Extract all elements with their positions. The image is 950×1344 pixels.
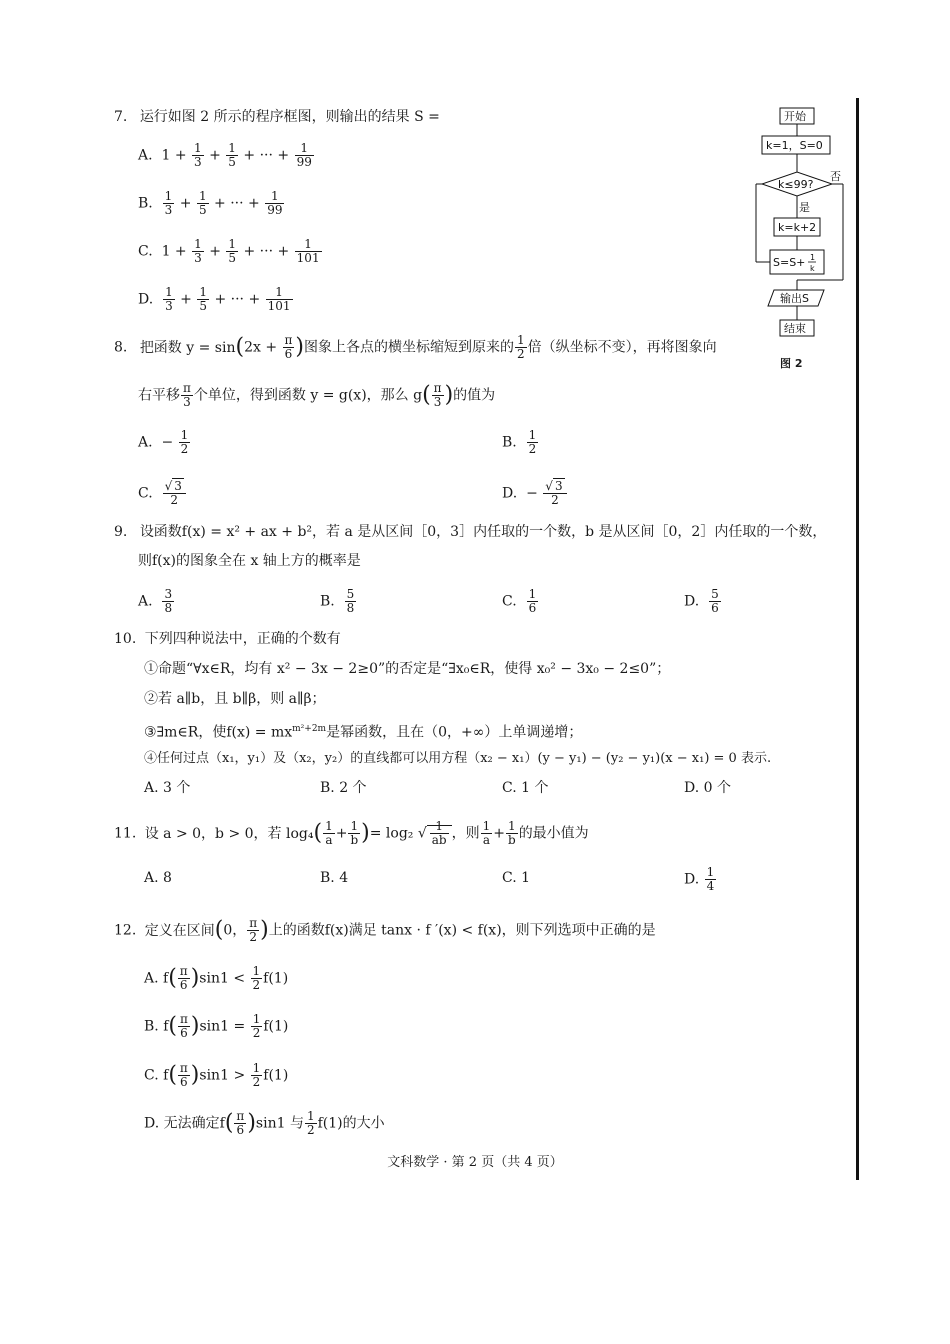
figure-caption: 图 2 [780, 357, 803, 370]
question-11: 11. 设 a > 0，b > 0，若 log₄( $\frac{1}{a}$ + $\frac{1}{b}$ )= log₂ √ $\frac{1}{ab}$ ，则 $\frac{1}{a}$ + $\frac{1}{b}$ 的最小值为 [114, 819, 589, 847]
question-8: 8. 把函数 y = sin(2x + $\frac{\pi}{6}$ )图象上各点的横坐标缩短到原来的 $\frac{1}{2}$ 倍（纵坐标不变），再将图象向 [114, 333, 717, 361]
q8-option-c-label: C. [138, 485, 153, 502]
q12-d-f1: f(1) [317, 1115, 343, 1132]
question-9 [114, 522, 826, 542]
q8-option-d[interactable]: D. − $\frac{√ 3}{2}$ [502, 480, 568, 507]
q12-a-f1: f(1) [263, 970, 289, 987]
q8-stem-2c: 的值为 [453, 387, 496, 404]
q7-option-c-label: C. [138, 243, 153, 260]
q11-stem-b: = log₂ [369, 825, 414, 842]
flow-cond: k≤99? [778, 178, 814, 191]
q8-stem-1a: 把函数 y = sin [139, 339, 236, 356]
q8-stem-2b: 个单位，得到函数 y = g(x)，那么 g [193, 387, 423, 404]
q10-option-b[interactable]: B. 2 个 [320, 780, 367, 796]
flow-end: 结束 [784, 322, 806, 335]
q10-number: 10. [114, 631, 137, 647]
question-8-line2: 右平移 $\frac{\pi}{3}$ 个单位，得到函数 y = g(x)，那么 g( $\frac{\pi}{3}$ )的值为 [138, 381, 496, 409]
q12-option-a[interactable]: A. f( $\frac{\pi}{6}$ )sin1 < $\frac{1}{2}$ f(1) [144, 964, 289, 992]
q7-option-d[interactable]: D. $\frac{1}{3}$ + $\frac{1}{5}$ + ··· + $\frac{1}{101}$ [138, 285, 291, 313]
q12-option-d[interactable]: D. 无法确定f( $\frac{\pi}{6}$ )sin1 与 $\frac{1}{2}$ f(1)的大小 [144, 1109, 385, 1137]
q9-stem-1: 设函数f(x) = x² + ax + b²，若 a 是从区间［0，3］内任取的一个数，b 是从区间［0，2］内任取的一个数， [139, 524, 827, 540]
q12-b-relation: = [233, 1018, 246, 1035]
q11-number: 11. [114, 825, 137, 842]
q12-stem-a: 定义在区间 [144, 922, 215, 939]
flow-no: 否 [830, 170, 841, 183]
q9-option-c[interactable]: C. $\frac{1}{6}$ [502, 587, 537, 615]
flow-inc: k=k+2 [778, 221, 817, 234]
q7-option-a[interactable]: A. 1 + $\frac{1}{3}$ + $\frac{1}{5}$ + ··· + $\frac{1}{99}$ [138, 141, 312, 169]
q10-statement-2: ②若 a∥b，且 b∥β，则 a∥β； [144, 691, 326, 707]
q9-option-d[interactable]: D. $\frac{5}{6}$ [684, 587, 719, 615]
q9-option-a[interactable]: A. $\frac{3}{8}$ [138, 587, 173, 615]
q8-option-a[interactable]: A. − $\frac{1}{2}$ [138, 428, 189, 456]
q12-c-sin1: sin1 [199, 1067, 229, 1084]
flow-sum: S=S+ [773, 256, 806, 269]
q7-option-b[interactable]: B. $\frac{1}{3}$ + $\frac{1}{5}$ + ··· + $\frac{1}{99}$ [138, 189, 283, 217]
q11-option-d-label: D. [684, 871, 700, 888]
q10-stem: 下列四种说法中，正确的个数有 [144, 631, 341, 647]
q12-number: 12. [114, 922, 137, 939]
flowchart-figure [750, 100, 850, 460]
q10-statement-3b: 是幂函数，且在（0，+∞）上单调递增； [326, 724, 583, 741]
q9-option-b[interactable]: B. $\frac{5}{8}$ [320, 587, 355, 615]
q10-option-c[interactable]: C. 1 个 [502, 780, 549, 796]
q11-stem-a: 设 a > 0，b > 0，若 log₄ [144, 825, 314, 842]
flow-output: 输出S [780, 292, 809, 305]
q10-option-d[interactable]: D. 0 个 [684, 780, 731, 796]
q10-statement-3a: ③∃m∈R，使f(x) = mx [144, 724, 293, 741]
question-9-line2 [138, 551, 361, 571]
q12-a-relation: < [233, 970, 246, 987]
flow-yes: 是 [799, 201, 810, 214]
q11-option-a[interactable]: A. 8 [144, 870, 172, 886]
q11-option-c[interactable]: C. 1 [502, 870, 531, 886]
q12-option-a-label: A. [144, 970, 159, 987]
q12-b-f1: f(1) [263, 1018, 289, 1035]
q9-option-b-label: B. [320, 593, 335, 610]
q11-stem-d: 的最小值为 [518, 825, 589, 842]
q9-number: 9. [114, 524, 128, 540]
q8-option-b[interactable]: B. $\frac{1}{2}$ [502, 428, 537, 456]
question-12: 12. 定义在区间(0， $\frac{\pi}{2}$ )上的函数f(x)满足 tanx · f ′(x) < f(x)，则下列选项中正确的是 [114, 916, 656, 944]
question-10 [114, 629, 341, 649]
q7-number: 7. [114, 109, 128, 125]
q8-option-c[interactable]: C. $\frac{√ 3}{2}$ [138, 480, 187, 507]
q12-d-and: 与 [289, 1115, 304, 1132]
q8-option-a-label: A. [138, 434, 153, 451]
q8-stem-1c: 倍（纵坐标不变），再将图象向 [527, 339, 717, 356]
q7-stem: 运行如图 2 所示的程序框图，则输出的结果 S = [139, 109, 440, 125]
q8-option-b-label: B. [502, 434, 517, 451]
q10-statement-4: ④任何过点（x₁，y₁）及（x₂，y₂）的直线都可以用方程（x₂ − x₁）(y − y₁) − (y₂ − y₁)(x − x₁) = 0 表示. [144, 751, 772, 766]
q12-b-sin1: sin1 [199, 1018, 230, 1035]
q12-stem-b: 上的函数f(x)满足 tanx · f ′(x) < f(x)，则下列选项中正确的是 [268, 922, 656, 939]
q7-option-d-label: D. [138, 291, 154, 308]
q11-stem-c: ，则 [451, 825, 480, 842]
q9-option-d-label: D. [684, 593, 700, 610]
q12-d-size: 的大小 [342, 1115, 385, 1132]
margin-rule [856, 98, 859, 1180]
q10-statement-1: ①命题“∀x∈R，均有 x² − 3x − 2≥0”的否定是“∃x₀∈R，使得 x₀² − 3x₀ − 2≤0”； [144, 661, 671, 677]
flow-start: 开始 [784, 110, 806, 123]
q12-option-d-label: D. 无法确定 [144, 1115, 220, 1132]
question-7 [114, 107, 440, 127]
q12-a-sin1: sin1 [199, 970, 229, 987]
q8-option-d-label: D. [502, 485, 518, 502]
q12-d-sin1: sin1 [255, 1115, 286, 1132]
q12-c-f1: f(1) [263, 1067, 289, 1084]
q11-option-b[interactable]: B. 4 [320, 870, 349, 886]
q10-statement-3 [144, 719, 582, 743]
q9-stem-2: 则f(x)的图象全在 x 轴上方的概率是 [138, 553, 361, 569]
q9-option-a-label: A. [138, 593, 153, 610]
q7-option-b-label: B. [138, 195, 153, 212]
flow-init: k=1，S=0 [766, 139, 823, 152]
flow-sum-den: k [810, 264, 815, 273]
q12-option-b[interactable]: B. f( $\frac{\pi}{6}$ )sin1 = $\frac{1}{2}$ f(1) [144, 1012, 289, 1040]
q8-stem-1b: 图象上各点的横坐标缩短到原来的 [304, 339, 514, 356]
q12-option-c-label: C. [144, 1067, 159, 1084]
q11-option-d[interactable]: D. $\frac{1}{4}$ [684, 865, 715, 893]
q12-option-c[interactable]: C. f( $\frac{\pi}{6}$ )sin1 > $\frac{1}{2}$ f(1) [144, 1061, 289, 1089]
q7-option-c[interactable]: C. 1 + $\frac{1}{3}$ + $\frac{1}{5}$ + ··· + $\frac{1}{101}$ [138, 237, 320, 265]
q10-option-a[interactable]: A. 3 个 [144, 780, 191, 796]
q12-option-b-label: B. [144, 1018, 159, 1035]
q9-option-c-label: C. [502, 593, 517, 610]
q10-statement-3-exponent: m²+2m [292, 724, 327, 734]
flow-sum-num: 1 [810, 253, 816, 262]
q12-c-relation: > [233, 1067, 246, 1084]
q8-number: 8. [114, 339, 128, 356]
q8-stem-2a: 右平移 [138, 387, 180, 404]
q7-option-a-label: A. [138, 147, 153, 164]
page-footer: 文科数学 · 第 2 页（共 4 页） [387, 1155, 563, 1170]
